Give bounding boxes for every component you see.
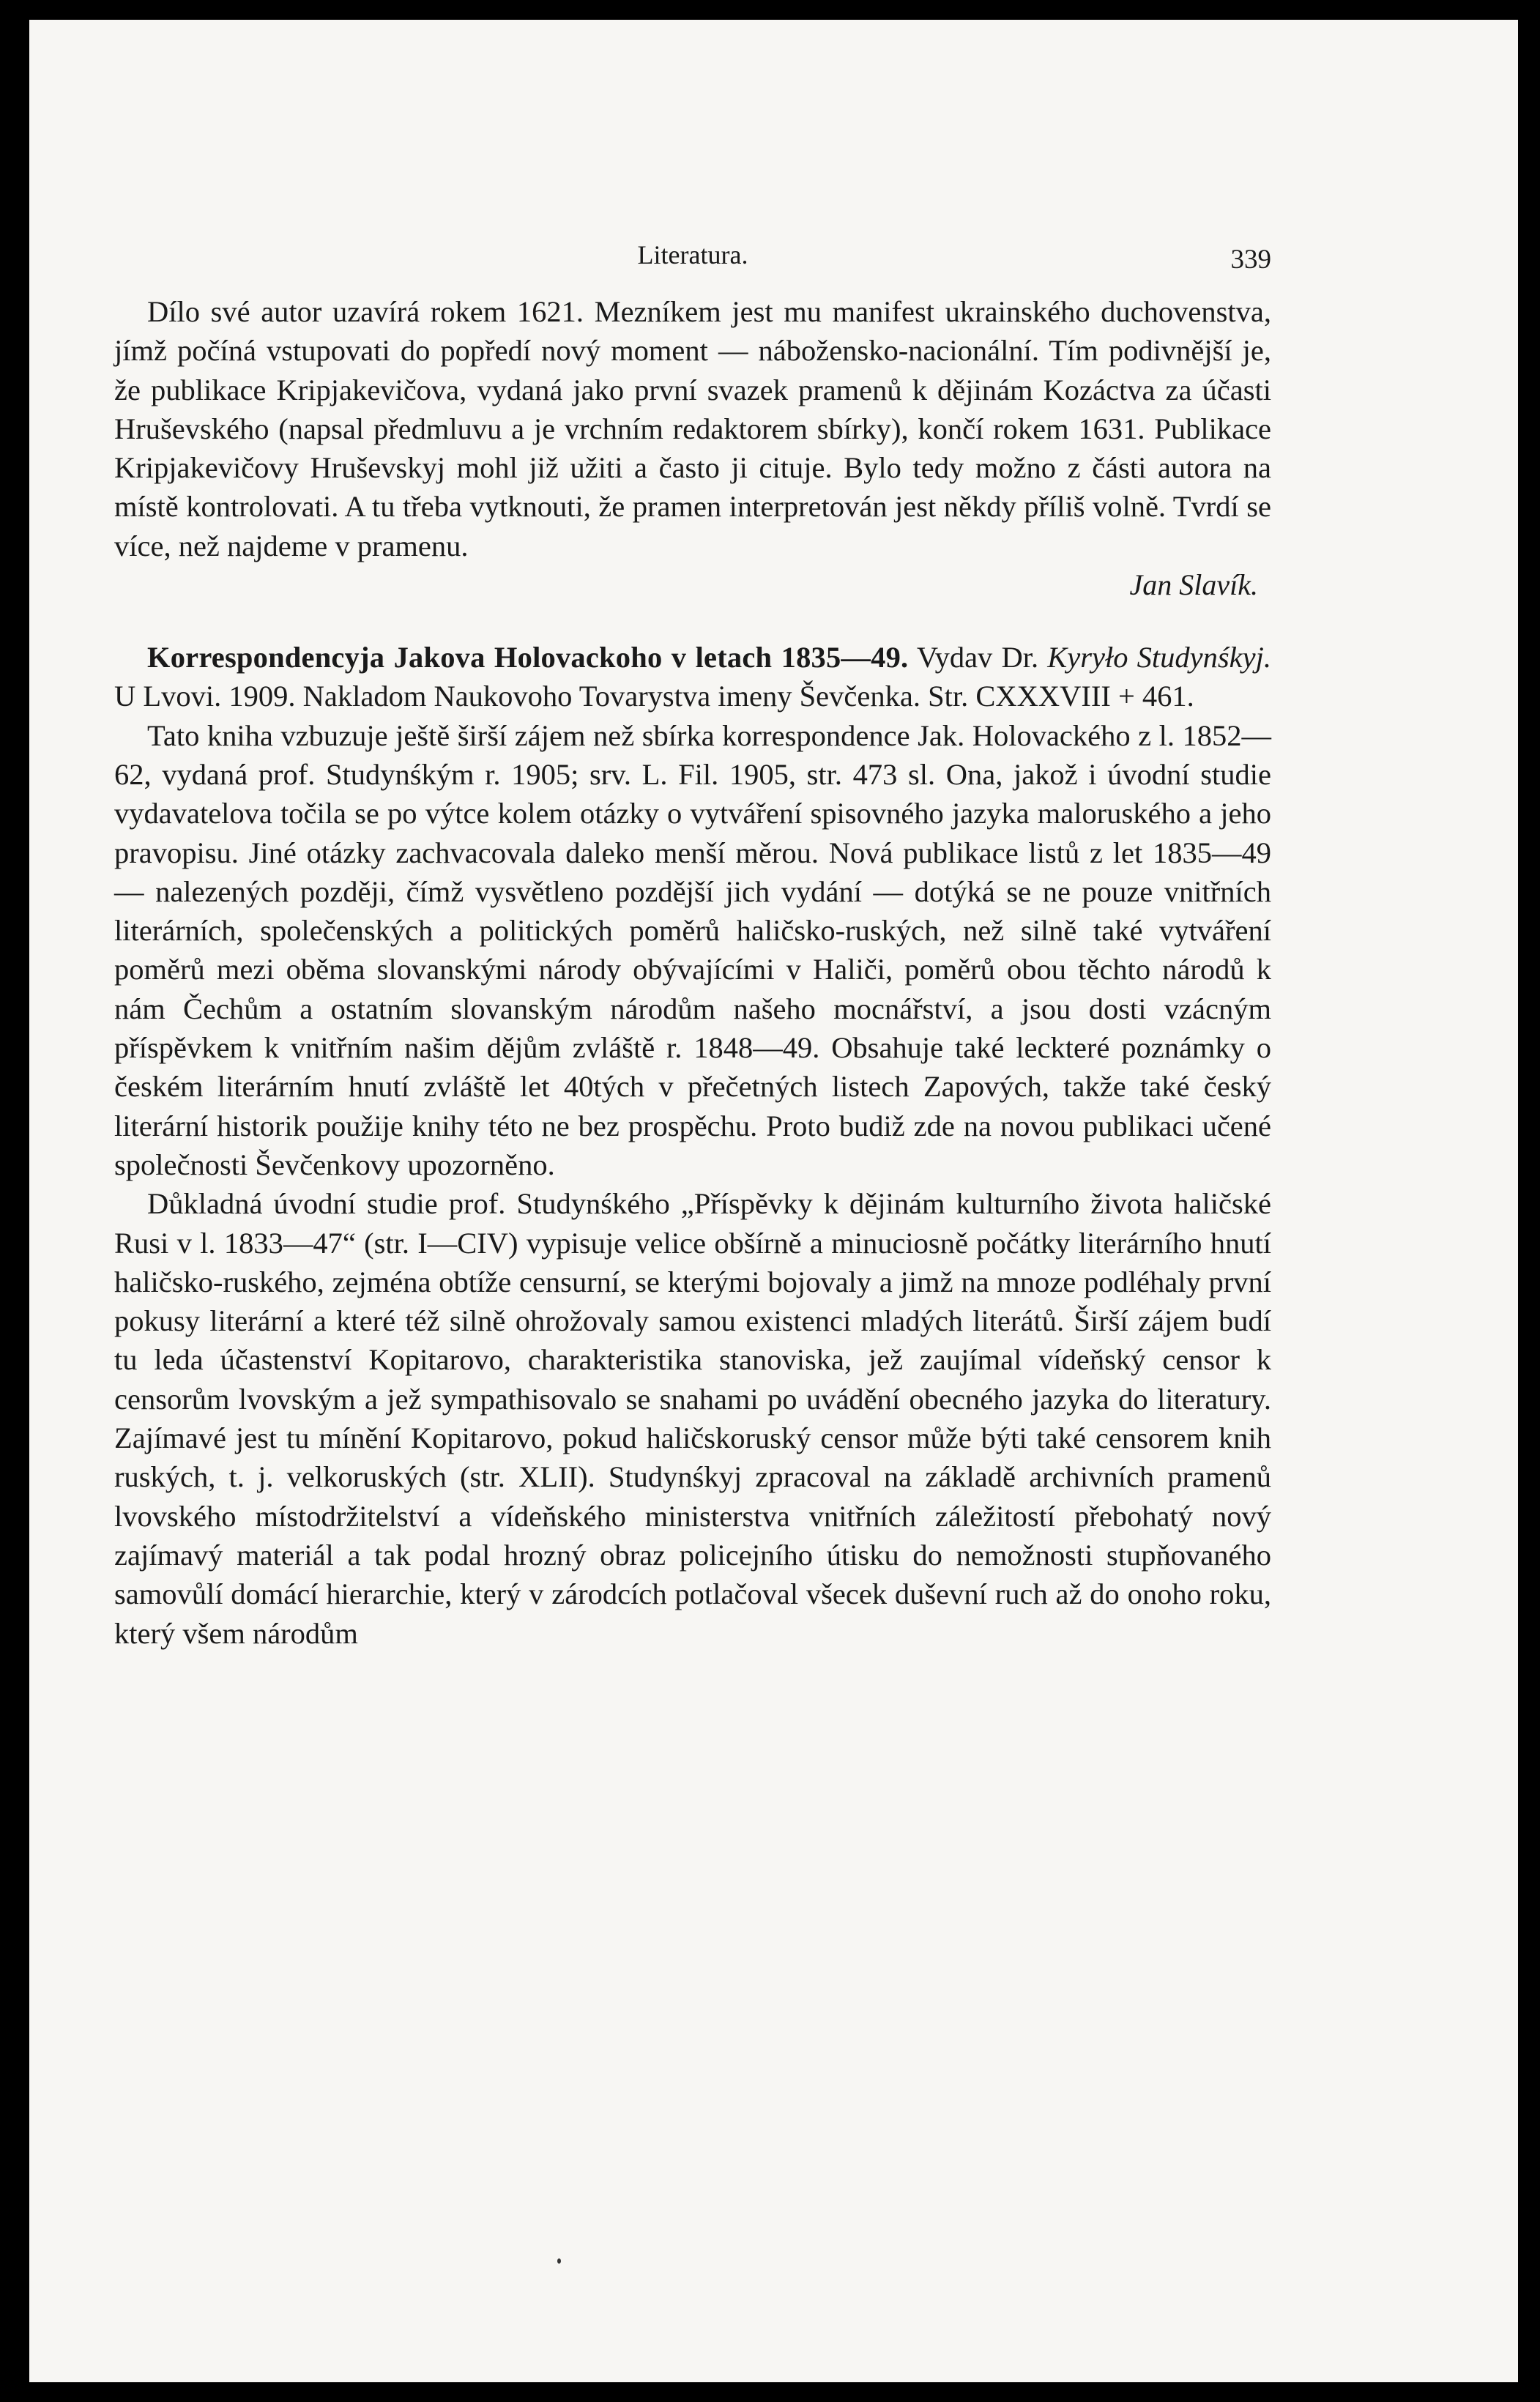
previous-review-paragraph: Dílo své autor uzavírá rokem 1621. Mezníkem jest mu manifest ukrainského duchovenstva, jímž počíná vstupovati do popředí nový moment — nábožensko-nacionální. Tím podivnější je, že publikace Kripjakevičova, vydaná jako první svazek pramenů k dějinám Kozáctva za účasti Hruševského (napsal předmluvu a je vrchním redaktorem sbírky), končí rokem 1631. Publikace Kripjakevičovy Hruševskyj mohl již užiti a často ji cituje. Bylo tedy možno z části autora na místě kontrolovati. A tu třeba vytknouti, že pramen interpretován jest někdy příliš volně. Tvrdí se více, než najdeme v pramenu. [114, 295, 1271, 562]
review-paragraph: Důkladná úvodní studie prof. Studynśkého „Příspěvky k dějinám kulturního života haličské Rusi v l. 1833—47“ (str. I—CIV) vypisuje velice obšírně a minuciosně počátky literárního hnutí haličsko-ruského, zejména obtíže censurní, se kterými bojovaly a jimž na mnoze podléhaly první pokusy literární a které též silně ohrožovaly samou existenci mladých literátů. Širší zájem budí tu leda účastenství Kopitarovo, charakteristika stanoviska, jež zaujímal vídeňský censor k censorům lvovským a jež sympathisovalo se snahami po uvádění obecného jazyka do literatury. Zajímavé jest tu mínění Kopitarovo, pokud haličskoruský censor může býti také censorem knih ruských, t. j. velkoruských (str. XLII). Studynśkyj zpracoval na základě archivních pramenů lvovského místodržitelství a vídeňského ministerstva vnitřních záležitostí přebohatý nový zajímavý materiál a tak podal hrozný obraz policejního útisku do nemožnosti stupňovaného samovůlí domácí hierarchie, který v zárodcích potlačoval všecek duševní ruch až do onoho roku, který všem národům [114, 1187, 1271, 1650]
print-speck [557, 2258, 561, 2264]
review-paragraph: Tato kniha vzbuzuje ještě širší zájem než sbírka korrespondence Jak. Holovackého z l. 1852—62, vydaná prof. Studynśkým r. 1905; srv. L. Fil. 1905, str. 473 sl. Ona, jakož i úvodní studie vydavatelova točila se po výtce kolem otázky o vytváření spisovného jazyka maloruského a jeho pravopisu. Jiné otázky zachvacovala daleko menší měrou. Nová publikace listů z let 1835—49 — nalezených později, čímž vysvětleno pozdější jich vydání — dotýká se ne pouze vnitřních literárních, společenských a politických poměrů haličsko-ruských, než silně také vytváření poměrů mezi oběma slovanskými národy obývajícími v Haliči, poměrů obou těchto národů k nám Čechům a ostatním slovanským národům našeho mocnářství, a jsou dosti vzácným příspěvkem k vnitřním našim dějům zvláště r. 1848—49. Obsahuje také leckteré poznámky o českém literárním hnutí zvláště let 40tých v přečetných listech Zapových, takže také český literární historik použije knihy této ne bez prospěchu. Proto budiž zde na novou publikaci učené společnosti Ševčenkovy upozorněno. [114, 718, 1271, 1181]
review-heading [114, 638, 1271, 716]
editor-prefix: Vydav Dr. [916, 641, 1039, 674]
running-head-title: Literatura. [637, 240, 748, 269]
scanned-page [29, 20, 1518, 2382]
running-head [114, 239, 1271, 292]
book-title: Korrespondencyja Jakova Holovackoho v letach 1835—49. [147, 641, 909, 674]
page-number: 339 [1230, 245, 1271, 275]
editor-name: Kyryło Studynśkyj. [1047, 641, 1271, 674]
text-block [114, 239, 1271, 1653]
reviewer-signature: Jan Slavík. [1129, 568, 1258, 602]
publication-info: U Lvovi. 1909. Nakladom Naukovoho Tovarystva imeny Ševčenka. Str. CXXXVIII + 461. [114, 680, 1194, 713]
